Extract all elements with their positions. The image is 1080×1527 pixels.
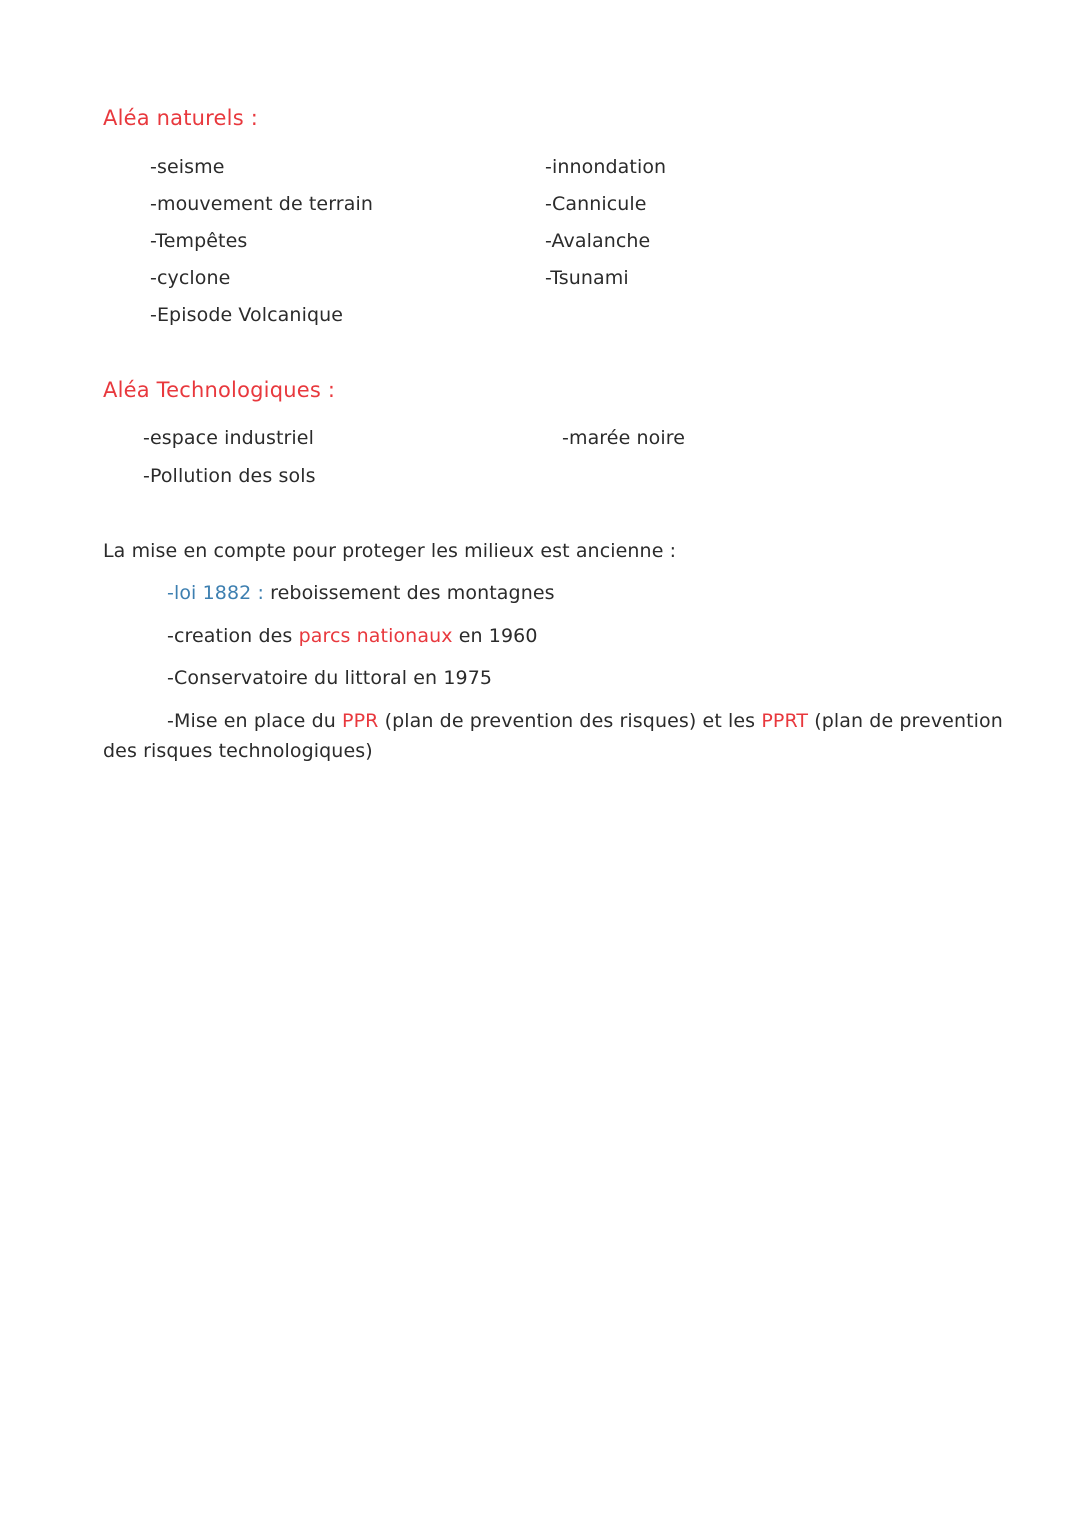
list-item: -Tsunami (545, 267, 629, 289)
law-text: reboissement des montagnes (263, 582, 555, 604)
parcs-nationaux-highlight: parcs nationaux (298, 625, 453, 647)
list-item: -Episode Volcanique (150, 304, 344, 326)
protection-line-1 (167, 582, 555, 604)
list-item: -Avalanche (545, 230, 651, 252)
line-text: (plan de prevention (808, 710, 1003, 732)
protection-intro: La mise en compte pour proteger les milieux est ancienne : (103, 540, 677, 562)
protection-line-4 (167, 710, 1003, 732)
pprt-highlight: PPRT (761, 710, 809, 732)
line-text: -creation des (167, 625, 299, 647)
list-item: -Pollution des sols (143, 465, 316, 487)
protection-line-5: des risques technologiques) (103, 740, 373, 762)
line-text: (plan de prevention des risques) et les (378, 710, 762, 732)
list-item: -mouvement de terrain (150, 193, 373, 215)
natural-hazards-heading: Aléa naturels : (103, 106, 259, 130)
protection-line-3: -Conservatoire du littoral en 1975 (167, 667, 493, 689)
ppr-highlight: PPR (342, 710, 379, 732)
list-item: -Tempêtes (150, 230, 248, 252)
list-item: -seisme (150, 156, 225, 178)
tech-hazards-heading: Aléa Technologiques : (103, 378, 336, 402)
line-text: -Mise en place du (167, 710, 343, 732)
line-text: en 1960 (452, 625, 538, 647)
list-item: -espace industriel (143, 427, 314, 449)
list-item: -marée noire (562, 427, 686, 449)
list-item: -Cannicule (545, 193, 647, 215)
protection-line-2 (167, 625, 538, 647)
law-year: 1882 : (202, 582, 264, 604)
law-prefix: -loi (167, 582, 203, 604)
list-item: -innondation (545, 156, 667, 178)
list-item: -cyclone (150, 267, 231, 289)
